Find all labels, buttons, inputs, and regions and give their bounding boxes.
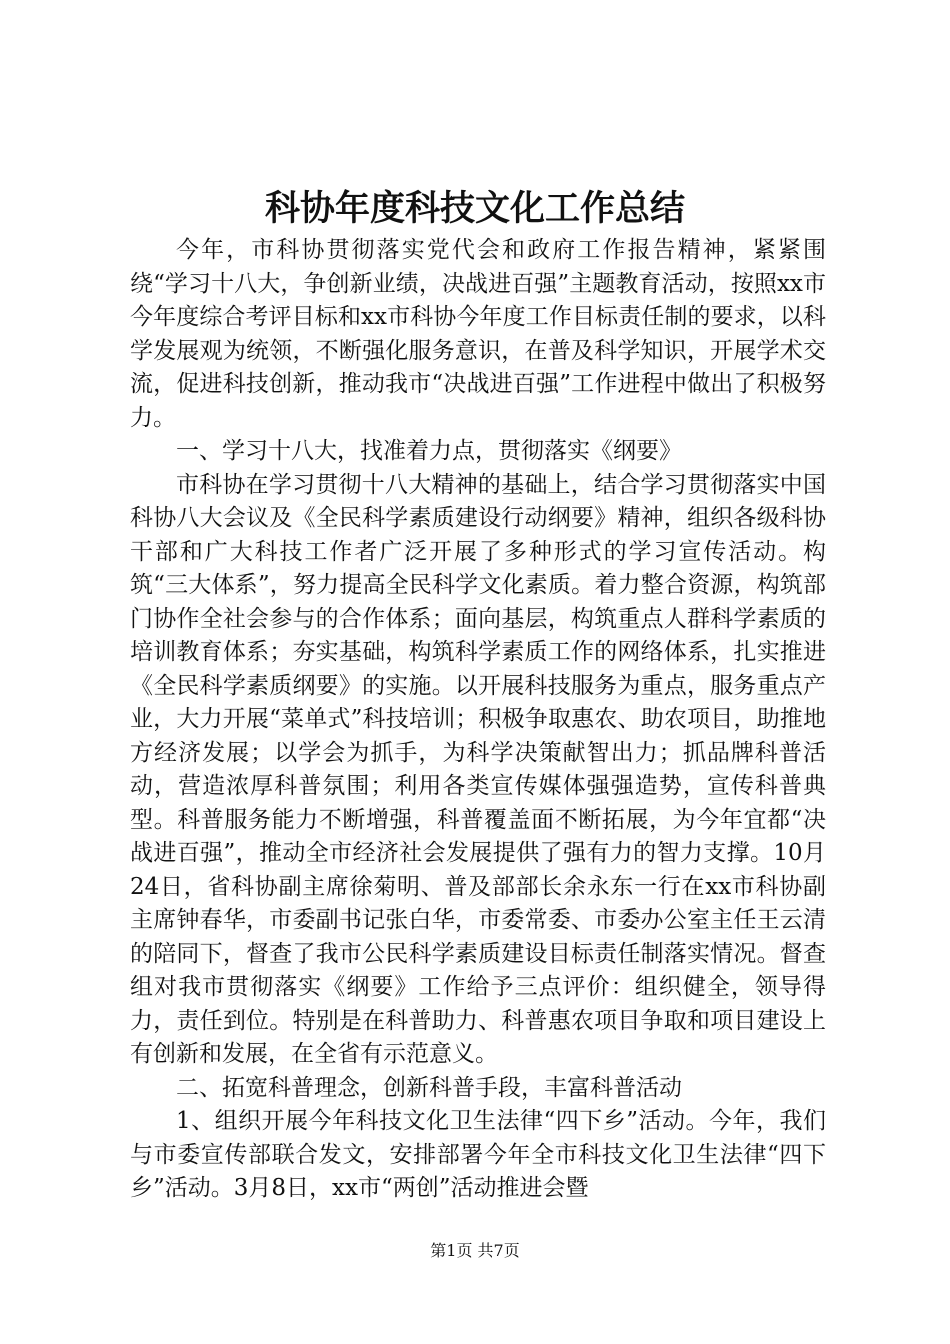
section-heading-1: 一、学习十八大，找准着力点，贯彻落实《纲要》: [176, 438, 682, 464]
document-title: 科协年度科技文化工作总结: [264, 188, 685, 229]
paragraph-intro: 今年，市科协贯彻落实党代会和政府工作报告精神，紧紧围绕“学习十八大，争创新业绩，决战进百强”主题教育活动，按照xx市今年度综合考评目标和xx市科协今年度工作目标责任制的要求，以科学发展观为统领，不断强化服务意识，在普及科学知识，开展学术交流，促进科技创新，推动我市“决战进百强”工作进程中做出了积极努力。: [130, 237, 826, 431]
document-body: [130, 234, 826, 1206]
page-footer: 第1页 共7页: [430, 1241, 520, 1260]
paragraph-section-2-item-1: 1、组织开展今年科技文化卫生法律“四下乡”活动。今年，我们与市委宣传部联合发文，安排部署今年全市科技文化卫生法律“四下乡”活动。3月8日，xx市“两创”活动推进会暨: [130, 1108, 826, 1201]
paragraph-section-1: 市科协在学习贯彻十八大精神的基础上，结合学习贯彻落实中国科协八大会议及《全民科学素质建设行动纲要》精神，组织各级科协干部和广大科技工作者广泛开展了多种形式的学习宣传活动。构筑“三大体系”，努力提高全民科学文化素质。着力整合资源，构筑部门协作全社会参与的合作体系；面向基层，构筑重点人群科学素质的培训教育体系；夯实基础，构筑科学素质工作的网络体系，扎实推进《全民科学素质纲要》的实施。以开展科技服务为重点，服务重点产业，大力开展“菜单式”科技培训；积极争取惠农、助农项目，助推地方经济发展；以学会为抓手，为科学决策献智出力；抓品牌科普活动，营造浓厚科普氛围；利用各类宣传媒体强强造势，宣传科普典型。科普服务能力不断增强，科普覆盖面不断拓展，为今年宜都“决战进百强”，推动全市经济社会发展提供了强有力的智力支撑。10月24日，省科协副主席徐菊明、普及部部长余永东一行在xx市科协副主席钟春华，市委副书记张白华，市委常委、市委办公室主任王云清的陪同下，督查了我市公民科学素质建设目标责任制落实情况。督查组对我市贯彻落实《纲要》工作给予三点评价：组织健全，领导得力，责任到位。特别是在科普助力、科普惠农项目争取和项目建设上有创新和发展，在全省有示范意义。: [130, 471, 826, 1067]
section-heading-2: 二、拓宽科普理念，创新科普手段，丰富科普活动: [176, 1074, 682, 1101]
